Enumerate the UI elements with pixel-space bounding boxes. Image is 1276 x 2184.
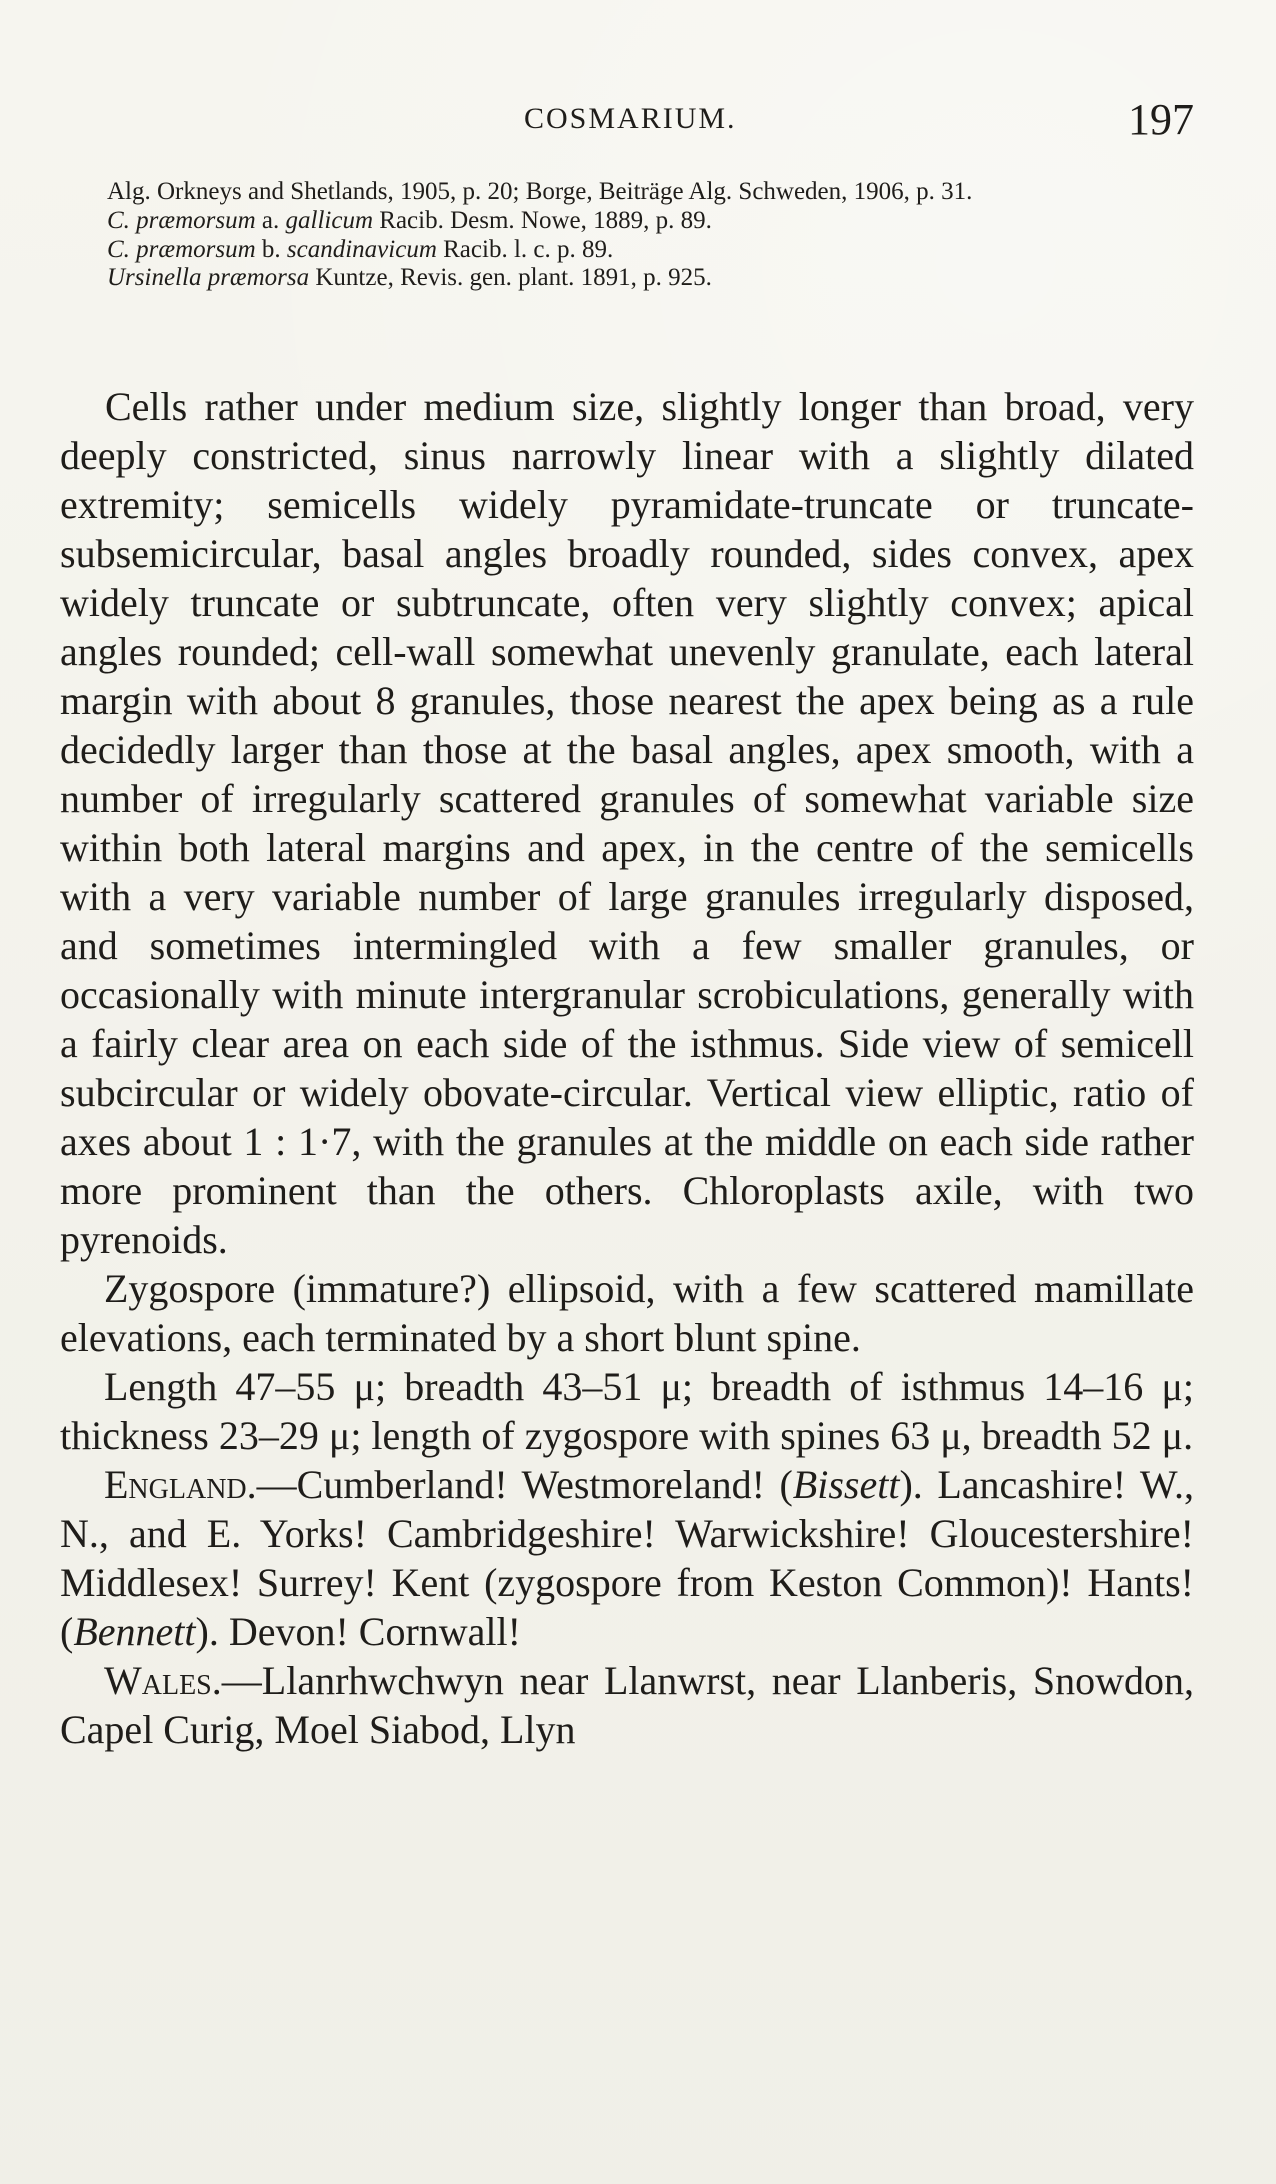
citation-line bbox=[107, 236, 1202, 265]
citation-text: Kuntze, Revis. gen. plant. 1891, p. 925. bbox=[309, 264, 712, 292]
page-number: 197 bbox=[1128, 95, 1194, 144]
citation-block bbox=[107, 178, 1202, 293]
england-text: ). Lancashire! W., N., and E. Yorks! Cambridgeshire! Warwickshire! Gloucestershire! Middlesex! Surrey! Kent (zygospore from Keston Common)! Hants! ( bbox=[60, 1462, 1194, 1654]
collector-bennett: Bennett bbox=[73, 1609, 196, 1654]
citation-line: Alg. Orkneys and Shetlands, 1905, p. 20; Borge, Beiträge Alg. Schweden, 1906, p. 31. bbox=[107, 178, 973, 205]
description-paragraph: Cells rather under medium size, slightly longer than broad, very deeply constricted, sinus narrowly linear with a slightly dilated extremity; semicells widely pyramidate-truncate or truncate-subsemicircular, basal angles broadly rounded, sides convex, apex widely truncate or subtruncate, often very slightly convex; apical angles rounded; cell-wall somewhat unevenly granulate, each lateral margin with about 8 granules, those nearest the apex being as a rule decidedly larger than those at the basal angles, apex smooth, with a number of irregularly scattered granules of somewhat variable size within both lateral margins and apex, in the centre of the semicells with a very variable number of large granules irregularly disposed, and sometimes intermingled with a few smaller granules, or occasionally with minute intergranular scrobiculations, generally with a fairly clear area on each side of the isthmus. Side view of semicell subcircular or widely obovate-circular. Vertical view elliptic, ratio of axes about 1 : 1·7, with the granules at the middle on each side rather more prominent than the others. Chloroplasts axile, with two pyrenoids. bbox=[60, 384, 1194, 1262]
main-text bbox=[60, 382, 1194, 1754]
citation-italic: gallicum bbox=[285, 206, 374, 234]
wales-text: .—Llanrhwchwyn near Llanwrst, near Llanberis, Snowdon, Capel Curig, Moel Siabod, Llyn bbox=[60, 1658, 1194, 1752]
collector-bissett: Bissett bbox=[792, 1462, 900, 1507]
citation-italic: C. præmorsum bbox=[107, 235, 256, 263]
england-text: ). Devon! Cornwall! bbox=[195, 1609, 521, 1654]
citation-text: Racib. l. c. p. 89. bbox=[436, 235, 614, 263]
region-label-wales: Wales bbox=[104, 1658, 212, 1703]
measurements-paragraph: Length 47–55 μ; breadth 43–51 μ; breadth of isthmus 14–16 μ; thickness 23–29 μ; length of zygospore with spines 63 μ, breadth 52 μ. bbox=[60, 1364, 1194, 1458]
citation-text: b. bbox=[255, 235, 287, 263]
england-text: .—Cumberland! Westmoreland! ( bbox=[246, 1462, 793, 1507]
zygospore-paragraph: Zygospore (immature?) ellipsoid, with a few scattered mamillate elevations, each terminated by a short blunt spine. bbox=[60, 1266, 1194, 1360]
wales-paragraph bbox=[60, 1656, 1194, 1754]
citation-line bbox=[107, 264, 1202, 293]
citation-line bbox=[107, 207, 1202, 236]
running-title: COSMARIUM. bbox=[524, 102, 737, 135]
citation-text: Racib. Desm. Nowe, 1889, p. 89. bbox=[373, 206, 712, 234]
running-head bbox=[0, 94, 1276, 144]
england-paragraph bbox=[60, 1460, 1194, 1656]
citation-italic: scandinavicum bbox=[286, 235, 437, 263]
citation-text: a. bbox=[255, 206, 286, 234]
region-label-england: England bbox=[104, 1462, 247, 1507]
citation-italic: C. præmorsum bbox=[107, 206, 256, 234]
citation-italic: Ursinella præmorsa bbox=[107, 264, 310, 292]
